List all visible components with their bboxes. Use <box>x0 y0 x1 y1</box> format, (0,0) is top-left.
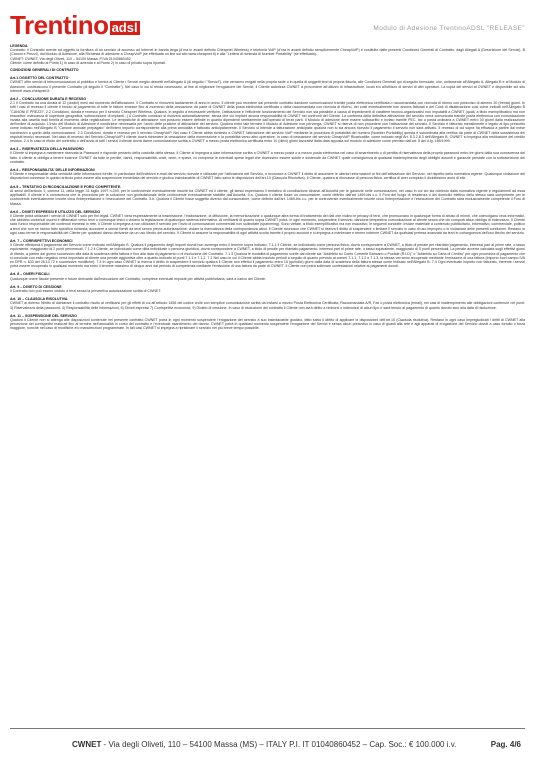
section-title: Art. 8 – ONERI FISCALI <box>10 272 50 277</box>
brand-logo <box>10 12 140 38</box>
section-text: Il Cliente potrà utilizzare i servizi di CWNET solo per fini legali. CWNET vieta espressamente la trasmissione, l'elaborazione, la diffusione, la memorizzazione o qualunque altra forma di trattamento dei dati che violino le privacy di terzi, che promuovano in qualunque forma di abuso di minori, che coinvolgano virus informatici, che abbiano contenuti osceni e diffamatori verso terzi o comunque lesivi o violano la legislazione di qualunque sistema informativo. Al verificarsi di quanto sopra CWNET potrà, in ogni momento, sospendere il servizio, dandone tempestiva comunicazione al cliente senza che ciò comporti alcun obbligo di indennizzo. Il Cliente sarà l'unico responsabile dei contenuti immessi in rete. Il Cliente si impegna a non utilizzare il servizio per l'invio di comunicazioni commerciali non sollecitate (spamming). Sono vietate, a titolo esemplificativo ma non esaustivo, le seguenti condotte: inviare materiale a contenuto pubblicitario, informativo, commerciale, politico a terzi che non ne hanno fatto specifica richiesta; accedere a servizi forniti da terzi senza previa autorizzazione; violare la riservatezza della corrispondenza altrui. Il Cliente riconosce che CWNET si riserva il diritto di sospendere o limitare il servizio in caso di uso improprio o in violazione delle presenti condizioni. Restano in ogni caso ferme le responsabilità del Cliente per qualsiasi danno derivante da un uso illecito del servizio. Il Cliente si assume la responsabilità di ogni attività svolta tramite il proprio account e si impegna a manlevare e tenere indenne CWNET da qualsiasi pretesa avanzata da terzi in conseguenza dell'uso illecito del servizio. <box>10 213 525 235</box>
footer-company-info <box>72 740 456 749</box>
section-title: Art. 7 – CORRISPETTIVI ECONOMICI <box>10 238 73 243</box>
page-footer <box>0 720 535 760</box>
footer-company-name: CWNET <box>72 740 102 749</box>
logo-wordmark: Trentino <box>10 10 109 40</box>
section-text: 2.1 Il Contratto ha una durata di 12 (dodici) mesi dal momento dell'attivazione. Il Contratto si rinnoverà tacitamente di anno in anno. Il cliente può recedere dal presente contratto dandone comunicazione tramite posta elettronica certificata o raccomandata con ricevuta di ritorno con preavviso di almeno 30 (trenta) giorni. In tutti i casi di recesso il cliente è tenuto al pagamento di tutte le fatture emesse fino al momento della cessazione da parte di CWNET della posta elettronica certificata o della raccomandata con ricevuta di ritorno, dei costi eventualmente non ancora fatturati e dei Costi di disattivazione così come indicati nell'Allegato B "CANONI E PREZZI". 2.2 Condizioni, durata e recesso per il servizio Cheapnet Wireless. Qualora, in seguito a necessarie verifiche, l'attivazione e l'efficiente funzionamento del Servizio non sia possibile a causa di impedimenti di carattere tecnico-organizzativi non imputabili a CWNET (quali, a titolo esemplificativo ma non esaustivo: mancanza di copertura geografica, sottoscrizione di impianti...) il Contratto concluso si risolverà automaticamente, senza che ciò implichi alcuna responsabilità di CWNET nei confronti del Cliente. La conferma della definitiva attivazione del servizio verrà comunicata tramite posta elettronica con comunicazione inviata alla casella mail fornita al momento della registrazione. Le tempistiche di attivazione non possono essere definite in quanto dipendenti strettamente dall'operato di terze parti. Il Modulo di adesione deve essere sottoscritto e inviato tramite PEC, fax o posta ordinaria a CWNET entro 30 giorni dalla realizzazione dell'ordine di acquisto. L'invio del Modulo di Adesione è condizione necessaria per l'avvio delle pratiche di attivazione del servizio. Qualora entro tale termine il Modulo di Adesione non pervenga, CWNET si riserva di non procedere con l'attivazione del servizio. Il Servizio è fatturato mensilmente e legato al tipo prescelto come indicato nell'Allegato B "Canone annuale prepagato" dell'intero importo corrispondente alla prima annualità e fatturato anticipatamente. Il Servizio si intende a fatturazione anticipata: qualora non si sia ancora ricevuto il pagamento il servizio non sarà attivato. Il recesso di cui sopra ha efficacia a partire dal mese successivo a quello della comunicazione. 2.3 Condizioni, durata e recesso per il servizio CheapVoIP. Nel caso il Cliente abbia richiesto a CWNET l'attivazione del servizio VoIP mediante la procedura di portabilità del numero (Number Portability) questa è subordinata alla verifica da parte di CWNET della sussistenza dei requisiti tecnici necessari. Nel caso di recesso del Servizio CheapVoIP il cliente dovrà richiedere la cessazione della numerazione o la portabilità verso altro operatore. In caso di cessazione del servizio CheapVoIP Ricaricabile, come indicato negli Art. 8.3.2,8.3 dell'Allegato B, CWNET si impegna alla restituzione del credito residuo. 2.4 In caso di rifiuto del contratto o dell'avvio di tutti i servizi il cliente dovrà darne comunicazione scritta a CWNET a mezzo posta elettronica certificata entro 10 (dieci) giorni lavorativi dalla data apposta sul modulo di adesione come previsto dall'art. 5 del d.lg. 185/1999. <box>10 101 525 144</box>
section-text: Il Cliente effettuerà il pagamento del Servizio come indicato nell'Allegato B. Qualora il pagamento degli importi dovuti non avvenga entro il termine sopra indicato: 7.1.1 il Cliente, se individuato come persona fisica, dovrà corrispondere a CWNET, a titolo di penale per ritardato pagamento, interessi pari al prime rate, o tasso equivalente, maggiorato di 2 punti percentuali. 7.1.2 il Cliente, se individuato come ditta individuale o persona giuridica, dovrà corrispondere a CWNET, a titolo di penale per ritardato pagamento, interessi pari al prime rate, o tasso equivalente, maggiorato di 5 punti percentuali. La penale avverrà calcolata sugli effettivi giorni di ritardo, a partire dal giorno successivo alla data di scadenza della fattura e fino alla data di pagamento o di risoluzione del Contratto. 7.1.3 Qualora le modalità di pagamento scelte dal cliente sia "Addebito su Conto Corrente Bancario o Postale (R.I.D)" o "Addebito su Carta di Credito" per ogni procedura di pagamento che si conclude con esito negativo verrà impostato al cliente una penale aggiuntiva oltre a quanto indicato ai punti 7.1.1 e 7.1.2. 7.2 Nel caso in cui il Cliente abbia insoluto periodi a seguito di quanto previsto ai commi 7.1.1, 7.1.2 e 7.1.3, la stessa verranno recuperate mediante l'emissione di una fattura (importo fuori campo IVA ex DPR n. 633 del 26.10.72 e successive modifiche). 7.3 In ogni caso CWNET si riserva il diritto di sospendere il servizio qualora il Cliente non effettui il pagamento entro 15 (quindici) giorni dalla data di scadenza della fattura stessa come indicato nell'Allegato B. 7.4 Ogni eventuale importo non fatturato, inerente i servizi potrà essere recuperato in qualsiasi momento ma entro il termine massimo di cinque anni dal periodo di competenza mediante l'emissione di una fattura da parte di CWNET. Il Cliente non potrà sollevare contestazioni relative ai pagamenti dovuti. <box>10 243 525 269</box>
section-title: Art.6 – DIVIETI ESPRESSI E UTILIZZO DEL SERVIZIO <box>10 209 101 214</box>
footer-divider <box>10 728 525 729</box>
section-art7 <box>10 239 525 268</box>
page-header <box>10 4 525 38</box>
logo-adsl-badge: adsl <box>111 19 138 35</box>
section-text: Ai sensi dell'articolo 1, comma 11, della legge 31 luglio 1997 n.249, per le controversie eventualmente insorte tra CWNET ed il cliente, gli stessi esperiranno il tentativo di conciliazione dinanzi all'Autorità per le garanzie nelle comunicazioni, nel caso in cui ciò sia richiesto dalla normativa vigente e regolamenti ad essa applicabili. Il cliente è a conoscenza che la procedura per la soluzione non giurisdizionale delle controversie eventualmente stabilite dall'Autorità. 5.a. Qualora il cliente fosse un consumatore, come definito dall'art 1469-bis c.c. il Foro del luogo di residenza o del domicilio elettivo dello stesso sarà competente per le controversie eventualmente insorte circa l'interpretazione e l'esecuzione del Contratto. 5.b. Qualora il Cliente fosse soggetto diverso dal consumatore, come definito dall'art. 1469-bis c.c. per le controversie eventualmente insorte circa l'interpretazione e l'esecuzione del Contratto sarà esclusivamente competente il Foro di Massa. <box>10 188 525 206</box>
section-text: Qualunque onere fiscale presente e future derivante dall'esecuzione del Contratto, comprese eventuali imposte per attività pubblicitaria, sarà a carico del Cliente. <box>10 276 266 281</box>
section-text: Il Contratto non può essere ceduto a terzi senza la preventiva autorizzazione scritta di CWNET. <box>10 288 162 293</box>
section-text: Il Cliente si impegna a mantenere riservata la Password e risponde pertanto della custodia della stessa. Il Cliente si impegna a dare informazione scritta a CWNET a mezzo posta o a mezzo posta elettronica nel caso di smarrimento o di perdita di riservatezza della propria password entro tre giorni dalla sua conoscenza del fatto. Il cliente si obbliga a tenere indenne CWNET da tutte le perdite, danni, responsabilità, costi, oneri, e spese, ivi comprese le eventuali spese legali che dovessero essere subite e sostenute da CWNET quale conseguenza di qualsiasi inadempimento degli obblighi assunti e garanzie prestate con la sottoscrizione del contratto. <box>10 151 525 164</box>
section-title: Art.4 – RESPONSABILITA' DELLE INFORMAZIONI <box>10 168 95 173</box>
section-art3 <box>10 147 525 164</box>
section-title: Art. 9 – DIVIETO DI CESSIONE <box>10 284 62 289</box>
section-text: CWNET al diverso l'diritto di dichiarare il contratto risolto al verificarsi per gli effetti di cui all'articolo 1456 del codice civile con semplice comunicazione scritta da inviarsi a mezzo Posta Elettronica Certificata, Raccomandata A/R, Fax o posta elettronica (email), nei casi di inadempimento alle obbligazioni contenute nei punti: 3) Riservatezza della password, 4) Responsabilità delle informazioni, 6) Divieti espressi 7) Corrispettivi economici, 9) Divieto di cessione. In caso di risoluzione del contratto il Cliente non avrà diritto a rimborsi o indennizzi di alcun tipo e sarà tenuto al pagamento di quanto dovuto sino alla data di risoluzione. <box>10 301 525 310</box>
section-art8 <box>10 272 525 280</box>
document-body <box>10 44 525 331</box>
section-art10 <box>10 297 525 310</box>
section-title: Art.5 – TENTATIVO DI RICONCILIAZIONE E FORO COMPETENTE. <box>10 184 122 189</box>
section-title: Art.1 OGGETTO DEL CONTRATTO <box>10 76 69 81</box>
legend-heading: LEGENDA <box>10 44 28 48</box>
section-text: Qualora il Cliente non si attenga alle disposizioni contenute nel presente contratto CWNET potrà in ogni momento sospendere l'erogazione del servizio a suo insindacabile giudizio, fatto salvo il diritto di applicare le disposizioni dell'art.10 (Clausola risolutiva). Restano in ogni caso impregiudicati i diritti di CWNET alla percezione dei corrispettivi maturati fino al termine dell'annualità in corso del contratto e l'eventuale risarcimento del danno. CWNET potrà in qualsiasi momento sospendere l'erogazione dei Servizi e senza alcun preavviso in caso di guasti alla rete e agli apparati di erogazione del Servizio dovuti a caso fortuito o forza maggiore, nonché nel caso di modifiche e/o manutenzioni programmate. In tali casi CWNET si impegna a ripristinare il servizio nel più breve tempo possibile. <box>10 317 525 331</box>
page-number: Pag. 4/6 <box>490 740 521 749</box>
section-art2 <box>10 97 525 143</box>
section-title: Art.3 – RISERVATEZZA DELLA PASSWORD <box>10 147 84 152</box>
section-art11 <box>10 314 525 331</box>
section-title: Art.2 – CONCLUSIONE DURATA E RECESSO <box>10 97 87 102</box>
section-art1 <box>10 76 525 93</box>
section-art5 <box>10 185 525 206</box>
section-art6 <box>10 210 525 235</box>
legend-client: Cliente: come definito al Punto 1) in caso di azienda e al Punto 2) in caso di privato sopra riportati. <box>10 60 167 65</box>
footer-address: - Via degli Oliveti, 110 – 54100 Massa (MS) – ITALY P.I. IT 01040860452 – Cap. Soc.: € 100.000 i.v. <box>101 740 457 749</box>
section-art9 <box>10 285 525 293</box>
document-title: Modulo di Adesione TrentinoADSL "RELEASE" <box>373 25 525 32</box>
section-art4 <box>10 168 525 181</box>
section-text: CWNET offre servizi di telecomunicazioni al pubblico e fornirà al Cliente i Servizi meglio descritti nell'allegato A (di seguito i "Servizi"), che verranno erogati nella propria sede o in quella di soggetti terzi di propria fiducia, alle Condizioni Generali qui di seguito formulate, che, unitamente all'Allegato A, Allegato B e al Modulo di Adesione, costituiscono il presente Contratto (di seguito il "Contratto"). Nel caso in cui si renda necessario, al fine di migliorare l'erogazione dei Servizi, il Cliente autorizza CWNET a provvedere all'utilizzo di infrastrutture, locali e/o all'utilizzo di servizi di altri operatori. La copia del servizi al CWNET è disponibile sul sito Internet www.cheapnet.it. <box>10 80 525 93</box>
section-text: Il Cliente è responsabile della veridicità delle informazioni fornite, in particolare dell'indirizzo e-mail dal servizio ricevute e utilizzate per l'attivazione del Servizio, e riconosce a CWNET il diritto di assumere le ulteriori informazioni ai fini dell'attivazione del Servizio, nel rispetto della normativa vigente. Qualunque violazione dei disposizioni connesse in questo articolo potrà essere alla sospensione immediata del servizio e giudica insindacabile di CWNET fatto salvo le disposizioni dell'art.10 (Clausola Risolutiva). Il Cliente, qualora si ritrovasse di persona fisica, certifica di aver compiuto il diciottesimo anno di età. <box>10 172 525 181</box>
legend-cwnet: CWNET: CWNET, Via degli Oliveti, 110 – 54100 Massa, P.IVA 01040860452 <box>10 56 131 61</box>
legend-contract: Contratto: il Contratto avente ad oggetto la fornitura di un servizio di accesso ad Internet in banda larga (d'ora in avanti definito Cheapnet Wireless) e telefonia VoIP (d'ora in avanti definito semplicemente CheapVoIP) è costituito dalle presenti Condizioni Generali di Contratto, dagli Allegati A (Descrizione del Servizi), B (Canoni e Prezzi), dal Modulo di Adesione, alla Richiesta di adesione a CheapVoIP (se effettuata on line sul sito www.cheapnet.it) e alla "Lettera di richiesta di Number Portability" (se effettuata). <box>10 48 525 57</box>
section-title: Art. 10 – CLAUSOLA RISOLUTIVA <box>10 297 68 302</box>
conditions-heading: CONDIZIONI GENERALI DI CONTRATTO <box>10 68 79 73</box>
section-title: Art. 11 – SOSPENSIONE DEL SERVIZIO <box>10 313 77 318</box>
